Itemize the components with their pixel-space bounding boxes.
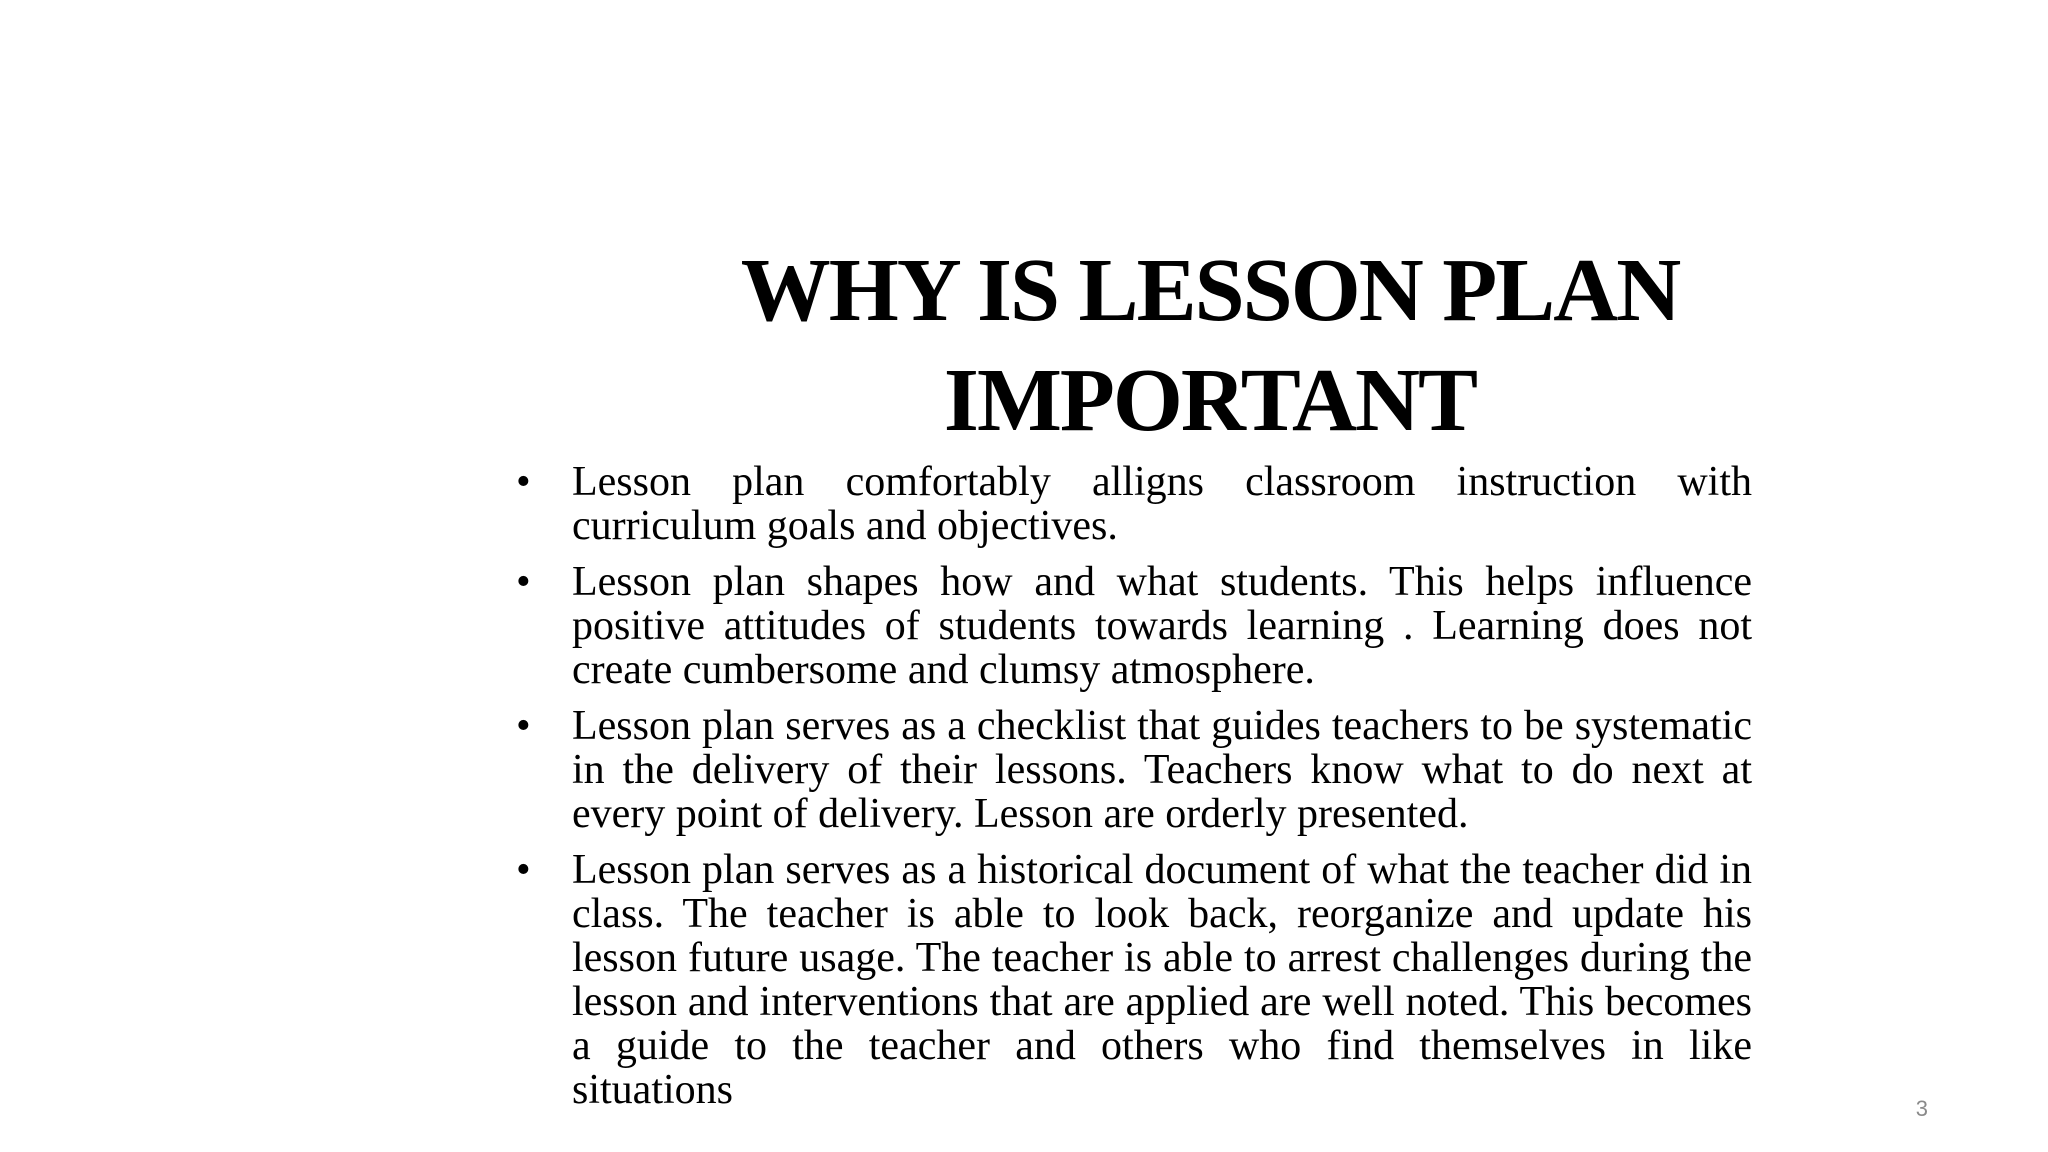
bullet-list [516,460,1752,1124]
bullet-text-4: Lesson plan serves as a historical document of what the teacher did in class. The teacher is able to look back, reorganize and update his lesson future usage. The teacher is able to arrest challenges during the lesson and interventions that are applied are well noted. This becomes a guide to the teacher and others who find themselves in like situations [572,847,1752,1113]
bullet-text-2: Lesson plan shapes how and what students. This helps influence positive attitudes of students towards learning . Learning does not create cumbersome and clumsy atmosphere. [572,559,1752,693]
bullet-text-3: Lesson plan serves as a checklist that guides teachers to be systematic in the delivery of their lessons. Teachers know what to do next at every point of delivery. Lesson are orderly presented. [572,703,1752,837]
bullet-item-3 [516,704,1752,836]
bullet-dot: • [516,559,531,605]
bullet-item-1 [516,460,1752,548]
slide-title-line-1: WHY IS LESSON PLAN [740,241,1680,340]
bullet-item-4 [516,848,1752,1112]
bullet-dot: • [516,459,531,505]
bullet-text-1: Lesson plan comfortably alligns classroom instruction with curriculum goals and objectives. [572,459,1752,549]
bullet-item-2 [516,560,1752,692]
bullet-dot: • [516,703,531,749]
slide-title [560,236,1860,456]
slide-title-line-2: IMPORTANT [943,351,1477,450]
bullet-dot: • [516,847,531,893]
page-number: 3 [1915,1096,1928,1121]
